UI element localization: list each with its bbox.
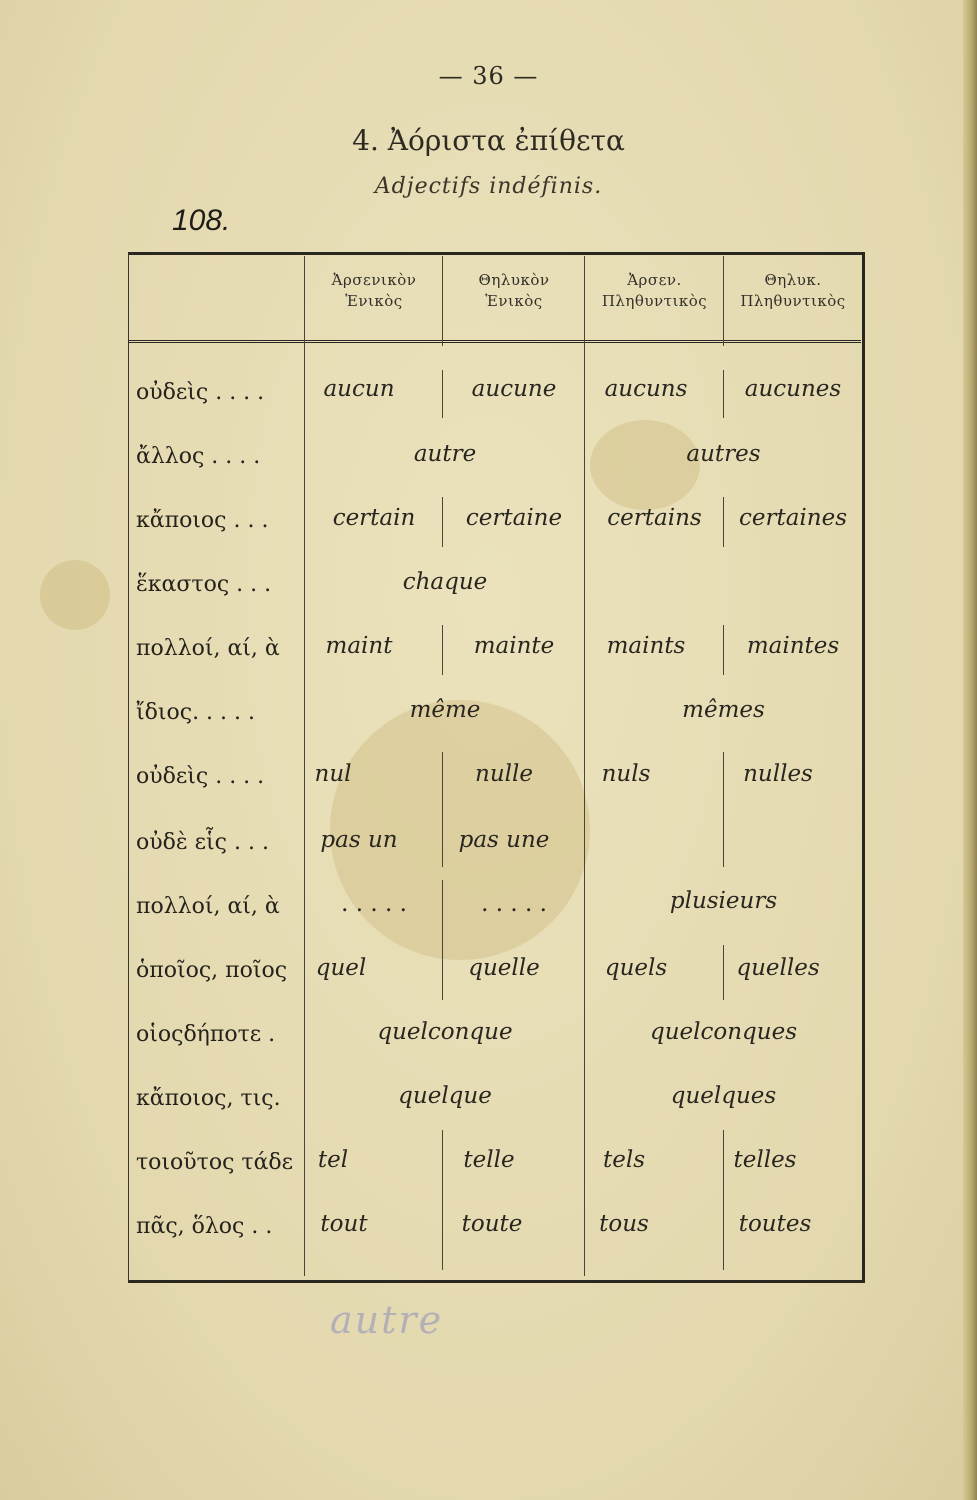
header-line: Ἀρσενικὸν (331, 271, 417, 289)
cell-masc-plural: tels (602, 1147, 645, 1173)
header-line: Πληθυντικὸς (601, 292, 708, 310)
cell-plural-common: mêmes (682, 697, 765, 723)
row-label: κἄποιος . . . (136, 508, 269, 533)
cell-masc-plural: aucuns (604, 376, 688, 402)
cell-plural-common: autres (686, 441, 761, 467)
cell-masc-singular: tel (317, 1147, 349, 1173)
cell-plural-common: quelconques (650, 1019, 797, 1045)
cell-fem-singular: quelle (468, 955, 540, 981)
row-label: πολλοί, αί, ὰ (136, 894, 280, 919)
section-title: 4. Ἀόριστα ἐπίθετα (352, 124, 625, 157)
cell-masc-singular: aucun (323, 376, 395, 402)
cell-fem-plural: nulles (743, 761, 813, 787)
cell-plural-common: plusieurs (669, 888, 778, 914)
page-edge (963, 0, 977, 1500)
cell-masc-plural: certains (607, 505, 702, 531)
header-fem-plural (725, 270, 861, 312)
cell-masc-plural: tous (599, 1211, 649, 1237)
header-masc-plural (586, 270, 723, 312)
cell-masc-plural: maints (606, 633, 686, 659)
page-number: — 36 — (438, 62, 539, 90)
column-rule (442, 256, 443, 346)
row-label: οὐδεὶς . . . . (136, 380, 265, 405)
cell-fem-singular: pas une (458, 827, 550, 853)
cell-fem-singular: mainte (473, 633, 555, 659)
cell-masc-singular: pas un (320, 827, 398, 853)
cell-masc-singular: nul (314, 761, 352, 787)
column-rule (442, 370, 443, 418)
cell-masc-singular: tout (320, 1211, 368, 1237)
cell-fem-singular: aucune (471, 376, 557, 402)
column-rule (723, 625, 724, 675)
column-rule (442, 1130, 443, 1270)
pencil-annotation: autre (330, 1298, 444, 1342)
column-rule (442, 752, 443, 867)
row-label: ἄλλος . . . . (136, 444, 261, 469)
row-label: πᾶς, ὅλος . . (136, 1214, 273, 1239)
column-rule (723, 1130, 724, 1270)
row-label: ἕκαστος . . . (136, 572, 272, 597)
column-rule (723, 256, 724, 346)
row-label: πολλοί, αί, ὰ (136, 636, 280, 661)
cell-singular-common: quelque (398, 1083, 492, 1109)
cell-fem-plural: quelles (736, 955, 820, 981)
header-rule (128, 340, 861, 343)
cell-fem-singular: certaine (465, 505, 563, 531)
header-line: Ἑνικὸς (345, 292, 403, 310)
cell-singular-common: autre (413, 441, 477, 467)
row-label: ὁποῖος, ποῖος (136, 958, 288, 983)
header-line: Ἀρσεν. (627, 271, 682, 289)
column-rule (442, 497, 443, 547)
cell-masc-singular: maint (325, 633, 393, 659)
cell-fem-plural: toutes (738, 1211, 812, 1237)
header-masc-singular (306, 270, 442, 312)
cell-fem-singular: nulle (475, 761, 533, 787)
column-rule (584, 256, 585, 1276)
column-rule (723, 497, 724, 547)
header-line: Πληθυντικὸς (740, 292, 846, 310)
cell-fem-plural: maintes (746, 633, 840, 659)
cell-masc-plural: quels (604, 955, 668, 981)
section-subtitle: Adjectifs indéfinis. (374, 174, 603, 199)
paper-stain (40, 560, 110, 630)
cell-fem-plural: certaines (738, 505, 848, 531)
row-label: οὐδεὶς . . . . (136, 764, 265, 789)
cell-fem-singular: telle (463, 1147, 515, 1173)
header-line: Ἑνικὸς (485, 292, 543, 310)
cell-masc-singular: quel (315, 955, 367, 981)
row-label: οἱοςδήποτε . (136, 1022, 276, 1047)
row-label: ἴδιος. . . . . (136, 700, 256, 725)
column-rule (442, 625, 443, 675)
row-label: οὐδὲ εἷς . . . (136, 830, 269, 855)
column-rule (723, 370, 724, 418)
cell-plural-common: quelques (670, 1083, 777, 1109)
row-label: κἄποιος, τις. (136, 1086, 281, 1111)
cell-masc-singular: certain (332, 505, 416, 531)
cell-fem-plural: telles (733, 1147, 797, 1173)
cell-singular-common: chaque (402, 569, 488, 595)
column-rule (723, 945, 724, 1000)
header-line: Θηλυκὸν (478, 271, 550, 289)
cell-fem-plural: aucunes (744, 376, 842, 402)
header-fem-singular (444, 270, 584, 312)
paragraph-number: 108. (172, 204, 231, 237)
header-line: Θηλυκ. (764, 271, 822, 289)
cell-singular-common: quelconque (377, 1019, 513, 1045)
row-label: τοιοῦτος τάδε (136, 1150, 294, 1175)
column-rule (723, 752, 724, 867)
cell-masc-plural: nuls (601, 761, 651, 787)
cell-masc-singular: . . . . . (341, 891, 407, 917)
column-rule (442, 880, 443, 1000)
cell-fem-singular: . . . . . (481, 891, 547, 917)
cell-fem-singular: toute (461, 1211, 523, 1237)
cell-singular-common: même (409, 697, 481, 723)
